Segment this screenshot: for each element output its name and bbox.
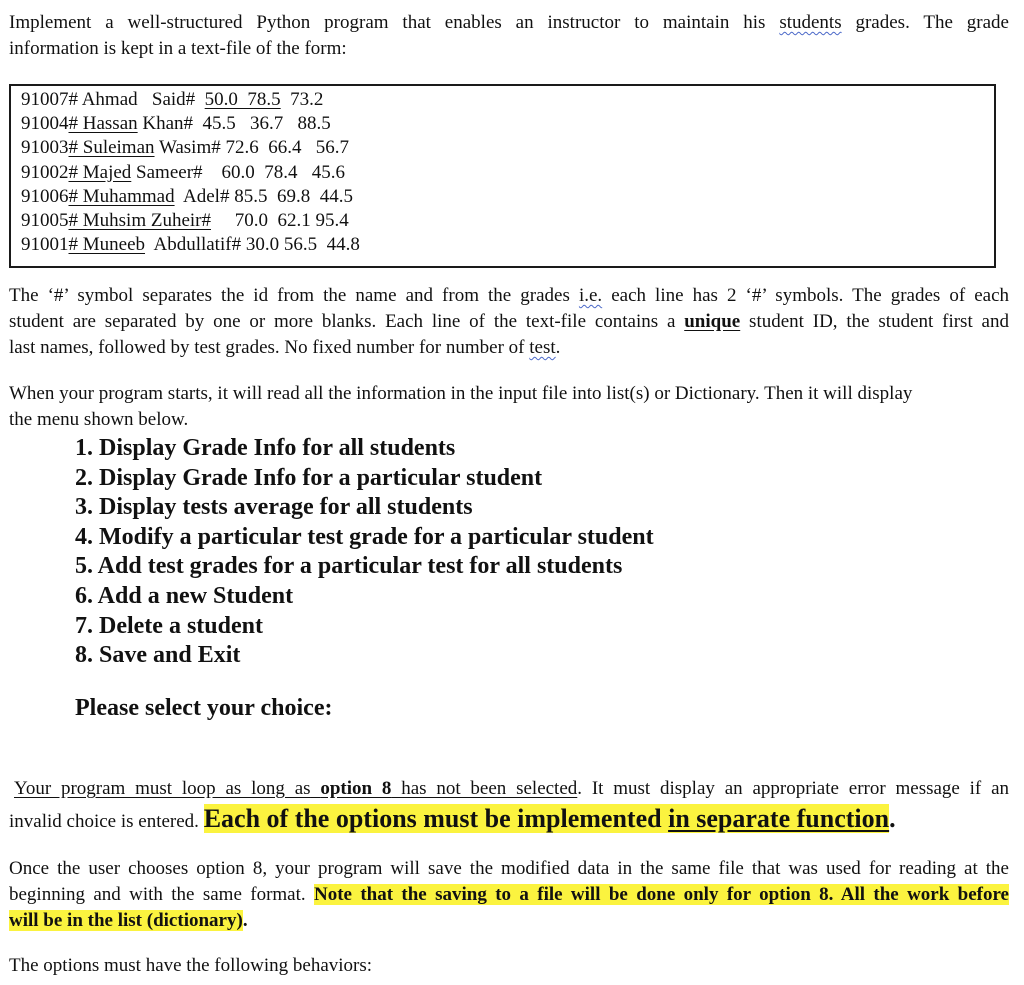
save-line-2: beginning and with the same format. Note that the saving to a file will be done only for option 8. All the work before [9, 884, 1009, 905]
separator-description [9, 283, 1009, 361]
menu-item: 1. Display Grade Info for all students [75, 435, 456, 461]
loop-line-2: invalid choice is entered. Each of the options must be implemented in separate function. [9, 804, 896, 833]
file-line: 91005# Muhsim Zuheir# 70.0 62.1 95.4 [21, 210, 349, 232]
save-behavior-paragraph [9, 856, 1009, 934]
file-line: 91003# Suleiman Wasim# 72.6 66.4 56.7 [21, 137, 349, 159]
file-line: 91006# Muhammad Adel# 85.5 69.8 44.5 [21, 185, 353, 207]
intro-line-1: Implement a well-structured Python program that enables an instructor to maintain his students grades. The grade [9, 12, 1009, 33]
file-line: 91001# Muneeb Abdullatif# 30.0 56.5 44.8 [21, 234, 360, 256]
loop-line-1: Your program must loop as long as option 8 has not been selected. It must display an appropriate error message if an [14, 778, 1009, 799]
menu-item: 7. Delete a student [75, 612, 263, 639]
separate-function-highlight: Each of the options must be implemented in separate function [203, 804, 890, 833]
file-line: 91004# Hassan Khan# 45.5 36.7 88.5 [21, 113, 331, 135]
desc-line-2: student are separated by one or more blanks. Each line of the text-file contains a unique student ID, the student first and [9, 311, 1009, 332]
menu-item: 6. Add a new Student [75, 582, 294, 609]
choice-prompt: Please select your choice: [75, 695, 333, 721]
save-line-1: Once the user chooses option 8, your program will save the modified data in the same file that was used for reading at the [9, 858, 1009, 879]
file-format-box [9, 84, 996, 268]
start-line-2: the menu shown below. [9, 409, 189, 430]
desc-line-3: last names, followed by test grades. No fixed number for number of test. [9, 337, 561, 358]
loop-requirement [9, 776, 1009, 839]
desc-line-1: The ‘#’ symbol separates the id from the name and from the grades i.e. each line has 2 ‘#’ symbols. The grades of each [9, 285, 1009, 306]
menu-item: 5. Add test grades for a particular test for all students [75, 553, 623, 580]
unique-emphasis: unique [684, 311, 741, 332]
program-start-paragraph [9, 381, 1009, 433]
save-note-highlight: Note that the saving to a file will be done only for option 8. All the work before [314, 884, 1009, 905]
file-line: 91007# Ahmad Said# 50.0 78.5 73.2 [21, 89, 324, 110]
menu-list [75, 434, 654, 671]
behaviors-heading: The options must have the following behaviors: [9, 955, 373, 976]
menu-item: 8. Save and Exit [75, 642, 241, 669]
start-line-1: When your program starts, it will read all the information in the input file into list(s) or Dictionary. Then it will display [9, 383, 913, 404]
menu-item: 2. Display Grade Info for a particular student [75, 464, 543, 491]
students-word: students [779, 12, 842, 33]
menu-item: 3. Display tests average for all students [75, 494, 473, 521]
intro-line-2: information is kept in a text-file of the form: [9, 38, 347, 59]
intro-paragraph [9, 10, 1009, 62]
file-line: 91002# Majed Sameer# 60.0 78.4 45.6 [21, 161, 346, 183]
save-line-3: will be in the list (dictionary). [9, 910, 248, 931]
menu-item: 4. Modify a particular test grade for a particular student [75, 523, 654, 550]
